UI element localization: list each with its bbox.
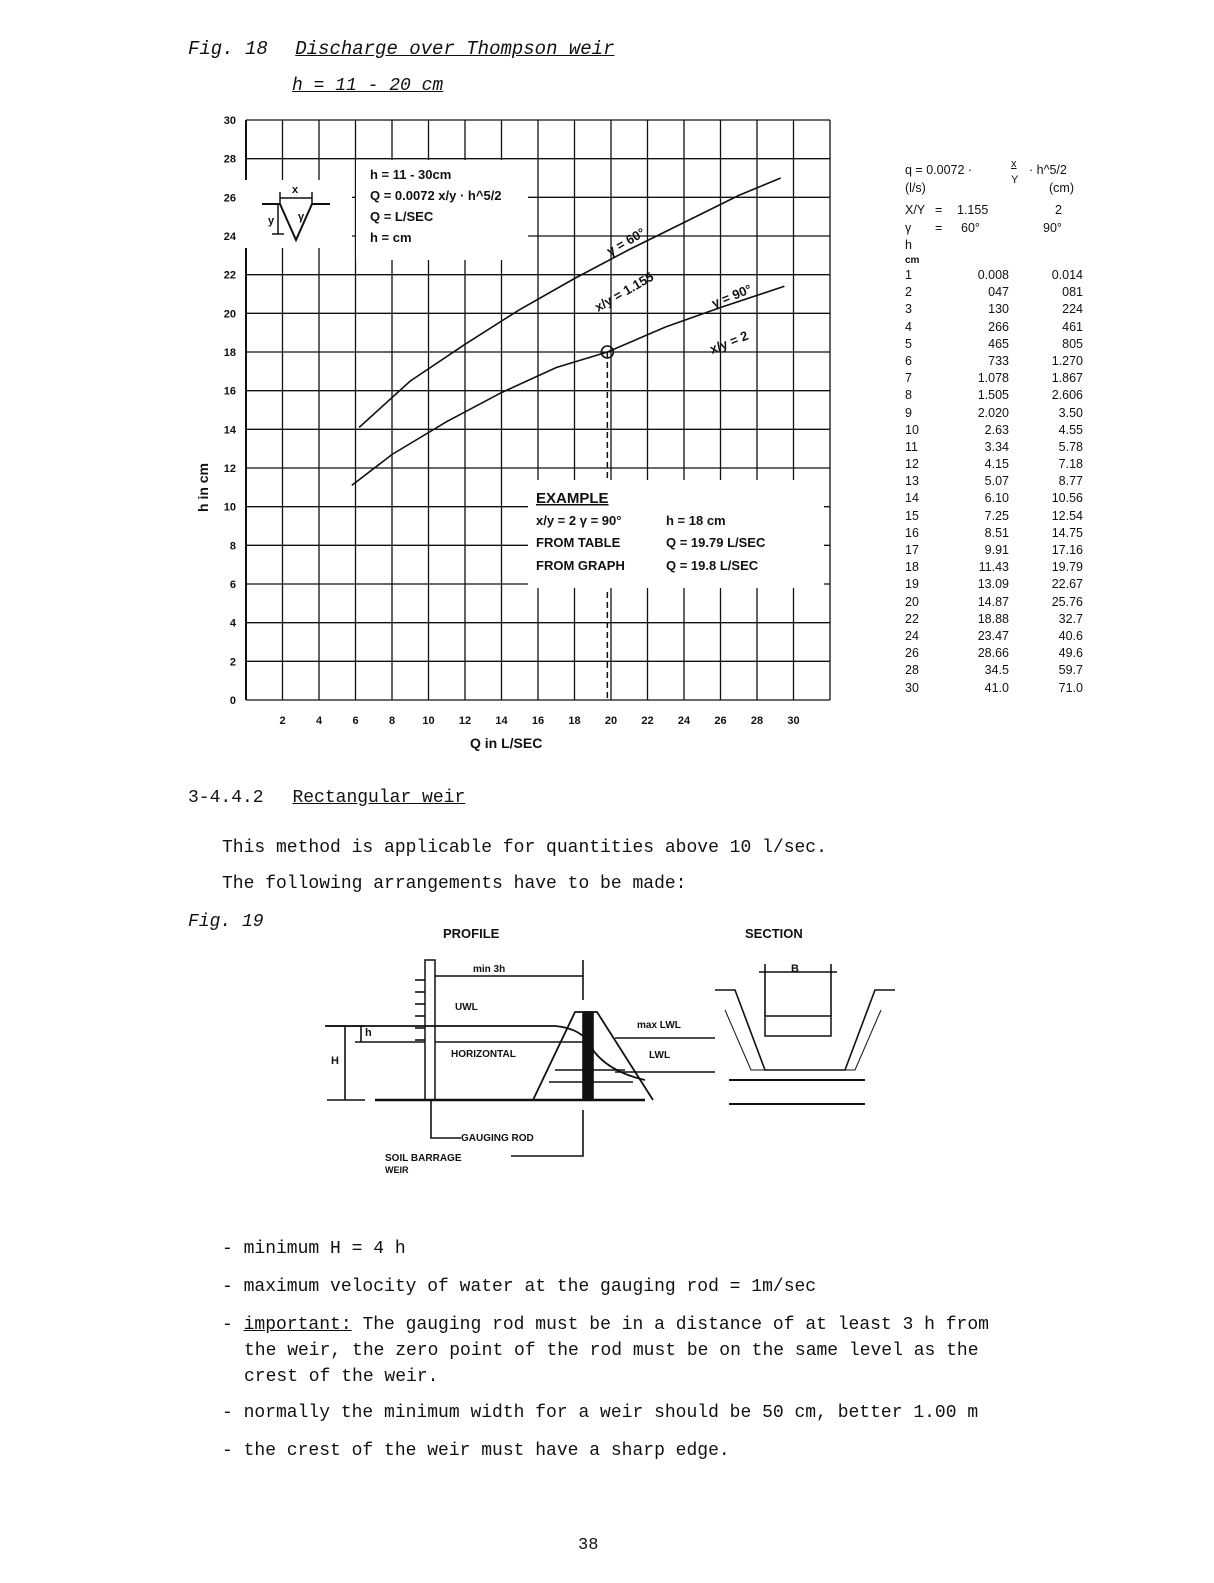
y-tick-label-8: 8 xyxy=(229,540,236,553)
y-tick-label-12: 12 xyxy=(223,463,236,475)
x-tick-label-6: 6 xyxy=(352,715,359,727)
table-gamma-90: 90° xyxy=(1043,221,1062,235)
table-cell-60deg: 1.505 xyxy=(977,388,1009,403)
table-cell-h: 11 xyxy=(905,439,918,454)
table-row xyxy=(905,405,1095,422)
table-formula-left: q = 0.0072 · xyxy=(905,163,973,177)
x-tick-label-30: 30 xyxy=(787,715,800,727)
table-cell-h: 30 xyxy=(905,680,919,695)
table-cell-90deg: 8.77 xyxy=(1058,474,1083,489)
series-line-90deg xyxy=(352,286,785,485)
series-90-ratio-label: x/y = 2 xyxy=(707,327,751,357)
y-tick-label-16: 16 xyxy=(223,385,236,398)
soil-barrage-label: SOIL BARRAGE xyxy=(385,1153,462,1164)
section-number: 3-4.4.2 xyxy=(188,788,264,808)
table-row xyxy=(905,525,1095,542)
table-cell-60deg: 047 xyxy=(988,285,1009,300)
table-cell-60deg: 34.5 xyxy=(984,663,1009,678)
figure-18-title xyxy=(188,38,615,60)
x-tick-label-8: 8 xyxy=(388,715,396,727)
table-formula-right: · h^5/2 xyxy=(1029,163,1067,177)
bullet-min-width: - normally the minimum width for a weir should be 50 cm, better 1.00 m xyxy=(222,1403,979,1423)
table-cell-h: 19 xyxy=(905,577,919,592)
x-tick-label-22: 22 xyxy=(641,715,654,727)
table-row xyxy=(905,576,1095,593)
table-cell-60deg: 733 xyxy=(988,353,1009,368)
table-row xyxy=(905,267,1095,284)
table-cell-90deg: 14.75 xyxy=(1051,525,1083,540)
table-row xyxy=(905,490,1095,507)
formula-line-4: h = cm xyxy=(370,230,412,245)
figure-18-caption: Discharge over Thompson weir xyxy=(295,38,615,60)
paragraph-2: The following arrangements have to be made: xyxy=(222,874,687,894)
table-gamma-eq: = xyxy=(935,221,943,235)
table-row xyxy=(905,645,1095,662)
table-cell-60deg: 130 xyxy=(988,302,1009,317)
table-row xyxy=(905,284,1095,301)
table-row xyxy=(905,336,1095,353)
table-cell-60deg: 23.47 xyxy=(977,628,1009,643)
table-cell-h: 16 xyxy=(905,525,919,540)
table-gamma-label: γ xyxy=(905,221,912,235)
bullet-important-line-1: The gauging rod must be in a distance of at least 3 h from xyxy=(351,1315,989,1335)
table-row xyxy=(905,680,1095,697)
inset-y-label: y xyxy=(268,215,275,227)
y-tick-label-24: 24 xyxy=(223,231,236,243)
y-tick-label-6: 6 xyxy=(229,579,236,591)
table-cell-60deg: 4.15 xyxy=(984,457,1009,472)
table-row xyxy=(905,439,1095,456)
x-tick-label-16: 16 xyxy=(531,715,545,727)
series-60-angle-label: γ = 60° xyxy=(604,224,648,259)
table-row xyxy=(905,662,1095,679)
table-cell-90deg: 17.16 xyxy=(1051,543,1083,557)
table-cell-60deg: 28.66 xyxy=(977,646,1009,661)
B-dimension-label: B xyxy=(791,963,799,975)
discharge-table xyxy=(905,158,1095,697)
figure-19-number: Fig. 19 xyxy=(188,912,264,932)
table-h-label: h xyxy=(905,238,912,252)
x-tick-label-14: 14 xyxy=(495,715,508,727)
section-label: SECTION xyxy=(745,926,803,941)
x-tick-label-2: 2 xyxy=(279,715,286,727)
profile-label: PROFILE xyxy=(443,926,500,941)
table-cell-h: 12 xyxy=(905,457,919,472)
table-row xyxy=(905,319,1095,336)
rectangular-weir-diagram xyxy=(315,920,895,1190)
table-cell-h: 9 xyxy=(905,405,912,420)
table-cell-60deg: 41.0 xyxy=(984,680,1009,695)
table-cell-90deg: 0.014 xyxy=(1051,268,1083,282)
formula-line-1: h = 11 - 30cm xyxy=(370,167,452,182)
y-tick-label-14: 14 xyxy=(223,424,236,437)
table-cell-h: 26 xyxy=(905,646,919,661)
table-unit-left: (l/s) xyxy=(905,181,926,195)
horizontal-label: HORIZONTAL xyxy=(451,1049,516,1060)
table-row xyxy=(905,473,1095,490)
series-90-angle-label: γ = 90° xyxy=(709,281,754,311)
table-cell-60deg: 5.07 xyxy=(984,474,1009,489)
inset-x-label: x xyxy=(292,184,299,196)
example-line-2-right: Q = 19.79 L/SEC xyxy=(666,535,766,550)
table-cell-h: 18 xyxy=(905,560,919,575)
table-cell-h: 10 xyxy=(905,422,919,437)
table-formula-frac-bot: Y xyxy=(1011,174,1019,186)
bullet-important-line-2: the weir, the zero point of the rod must be on the same level as the xyxy=(244,1341,979,1361)
table-cell-60deg: 8.51 xyxy=(984,525,1009,540)
min-3h-label: min 3h xyxy=(473,964,506,975)
y-tick-label-4: 4 xyxy=(229,617,236,630)
table-row xyxy=(905,628,1095,645)
table-row xyxy=(905,301,1095,318)
table-cell-h: 2 xyxy=(905,285,912,300)
table-cell-90deg: 49.6 xyxy=(1058,646,1083,661)
table-cell-60deg: 6.10 xyxy=(984,491,1009,506)
lwl-label: LWL xyxy=(649,1050,671,1061)
table-row xyxy=(905,559,1095,576)
table-cell-90deg: 19.79 xyxy=(1051,560,1083,575)
table-cell-60deg: 266 xyxy=(988,319,1009,334)
example-line-2-left: FROM TABLE xyxy=(536,535,621,550)
x-tick-label-12: 12 xyxy=(458,715,472,727)
table-cell-h: 28 xyxy=(905,663,919,678)
table-cell-90deg: 7.18 xyxy=(1058,457,1083,472)
gauging-rod-label: GAUGING ROD xyxy=(461,1133,534,1144)
example-title: EXAMPLE xyxy=(536,490,609,507)
h-range-label: h = 11 - 20 cm xyxy=(292,76,444,96)
weir-label: WEIR xyxy=(385,1165,409,1175)
table-row xyxy=(905,611,1095,628)
y-tick-label-2: 2 xyxy=(229,656,236,669)
y-tick-label-20: 20 xyxy=(223,308,236,321)
section-drawing xyxy=(715,964,895,1104)
table-cell-90deg: 1.867 xyxy=(1051,371,1083,386)
table-xy-60: 1.155 xyxy=(957,203,989,217)
table-cell-h: 20 xyxy=(905,594,919,609)
x-tick-label-28: 28 xyxy=(750,715,764,727)
figure-18-number: Fig. 18 xyxy=(188,38,268,60)
y-tick-label-30: 30 xyxy=(223,115,236,127)
section-heading xyxy=(188,788,465,808)
y-tick-label-18: 18 xyxy=(223,347,236,359)
x-axis-title: Q in L/SEC xyxy=(470,735,543,751)
table-xy-90: 2 xyxy=(1055,203,1062,217)
x-tick-label-24: 24 xyxy=(677,715,691,727)
table-cell-60deg: 13.09 xyxy=(977,577,1009,592)
table-cell-90deg: 22.67 xyxy=(1051,577,1083,592)
table-cell-90deg: 081 xyxy=(1062,285,1083,300)
table-row xyxy=(905,594,1095,611)
bullet-sharp-edge: - the crest of the weir must have a sharp edge. xyxy=(222,1441,730,1461)
section-title: Rectangular weir xyxy=(292,788,466,808)
table-row xyxy=(905,353,1095,370)
x-tick-label-4: 4 xyxy=(315,715,323,727)
uwl-label: UWL xyxy=(455,1002,478,1013)
table-row xyxy=(905,542,1095,559)
example-line-3-right: Q = 19.8 L/SEC xyxy=(666,558,759,573)
table-cell-90deg: 4.55 xyxy=(1058,422,1083,437)
bullet-important-dash: - xyxy=(222,1315,244,1335)
paragraph-1: This method is applicable for quantities above 10 l/sec. xyxy=(222,838,827,858)
H-dimension-label: H xyxy=(331,1055,339,1067)
table-cell-90deg: 10.56 xyxy=(1051,491,1083,506)
table-cell-60deg: 3.34 xyxy=(984,439,1009,454)
table-formula-frac-top: x xyxy=(1011,158,1017,170)
max-lwl-label: max LWL xyxy=(637,1020,681,1031)
table-row xyxy=(905,456,1095,473)
table-xy-eq: = xyxy=(935,203,943,217)
table-cell-60deg: 1.078 xyxy=(977,371,1009,386)
table-cell-60deg: 18.88 xyxy=(977,611,1009,626)
table-xy-label: X/Y xyxy=(905,203,926,217)
x-tick-label-18: 18 xyxy=(568,715,581,727)
formula-line-3: Q = L/SEC xyxy=(370,209,434,224)
x-tick-label-10: 10 xyxy=(422,715,435,727)
table-row xyxy=(905,370,1095,387)
table-cell-60deg: 9.91 xyxy=(984,543,1009,557)
table-cell-h: 4 xyxy=(905,319,912,334)
table-cell-60deg: 2.020 xyxy=(977,405,1009,420)
table-row xyxy=(905,422,1095,439)
table-unit-right: (cm) xyxy=(1049,181,1074,195)
table-cell-90deg: 1.270 xyxy=(1051,353,1083,368)
series-60-ratio-label: x/y = 1.155 xyxy=(592,268,657,315)
bullet-min-H: - minimum H = 4 h xyxy=(222,1239,406,1259)
table-cell-90deg: 25.76 xyxy=(1051,594,1083,609)
table-cell-90deg: 40.6 xyxy=(1058,628,1083,643)
y-tick-label-28: 28 xyxy=(223,153,236,166)
table-cell-90deg: 2.606 xyxy=(1051,388,1083,403)
table-row xyxy=(905,508,1095,525)
table-cell-60deg: 7.25 xyxy=(984,508,1009,523)
table-cell-h: 14 xyxy=(905,491,919,506)
table-cell-60deg: 0.008 xyxy=(977,268,1009,282)
table-cell-h: 17 xyxy=(905,543,919,557)
table-cell-h: 15 xyxy=(905,508,919,523)
table-cell-90deg: 224 xyxy=(1062,302,1083,317)
discharge-chart xyxy=(180,100,860,760)
y-tick-label-26: 26 xyxy=(223,192,236,205)
table-cell-90deg: 805 xyxy=(1062,336,1083,351)
table-cell-90deg: 12.54 xyxy=(1051,508,1083,523)
table-cell-60deg: 14.87 xyxy=(977,594,1009,609)
table-cm-label: cm xyxy=(905,255,920,266)
bullet-important-line-3: crest of the weir. xyxy=(244,1367,439,1387)
x-tick-label-20: 20 xyxy=(604,715,618,727)
inset-gamma-label: γ xyxy=(298,211,305,223)
y-axis-title: h in cm xyxy=(195,462,211,512)
page-number: 38 xyxy=(578,1536,599,1555)
bullet-max-velocity: - maximum velocity of water at the gauging rod = 1m/sec xyxy=(222,1277,817,1297)
table-cell-h: 13 xyxy=(905,474,919,489)
important-keyword: important: xyxy=(243,1315,352,1335)
table-rows xyxy=(905,267,1095,697)
table-cell-90deg: 59.7 xyxy=(1058,663,1083,678)
table-cell-h: 5 xyxy=(905,336,912,351)
table-cell-h: 1 xyxy=(905,268,912,282)
x-tick-label-26: 26 xyxy=(714,715,727,727)
table-cell-60deg: 465 xyxy=(988,336,1009,351)
table-gamma-60: 60° xyxy=(961,221,980,235)
table-cell-90deg: 32.7 xyxy=(1058,611,1083,626)
y-tick-label-0: 0 xyxy=(229,695,236,707)
y-tick-label-22: 22 xyxy=(223,269,236,282)
table-cell-90deg: 461 xyxy=(1062,319,1083,334)
table-cell-h: 6 xyxy=(905,353,912,368)
formula-line-2: Q = 0.0072 x/y · h^5/2 xyxy=(370,188,502,203)
example-line-1-left: x/y = 2 γ = 90° xyxy=(536,513,622,528)
y-tick-label-10: 10 xyxy=(223,501,236,514)
table-cell-90deg: 5.78 xyxy=(1058,439,1083,454)
table-cell-h: 3 xyxy=(905,302,912,317)
h-dimension-label: h xyxy=(365,1027,372,1039)
table-cell-90deg: 71.0 xyxy=(1058,680,1083,695)
table-cell-h: 22 xyxy=(905,611,919,626)
table-row xyxy=(905,387,1095,404)
table-cell-h: 7 xyxy=(905,371,912,386)
table-cell-90deg: 3.50 xyxy=(1058,405,1083,420)
table-cell-h: 24 xyxy=(905,628,919,643)
table-cell-60deg: 2.63 xyxy=(984,422,1009,437)
table-cell-h: 8 xyxy=(905,388,912,403)
table-cell-60deg: 11.43 xyxy=(978,560,1009,575)
bullet-important xyxy=(222,1312,989,1390)
example-line-3-left: FROM GRAPH xyxy=(536,558,625,573)
example-line-1-right: h = 18 cm xyxy=(666,513,726,528)
